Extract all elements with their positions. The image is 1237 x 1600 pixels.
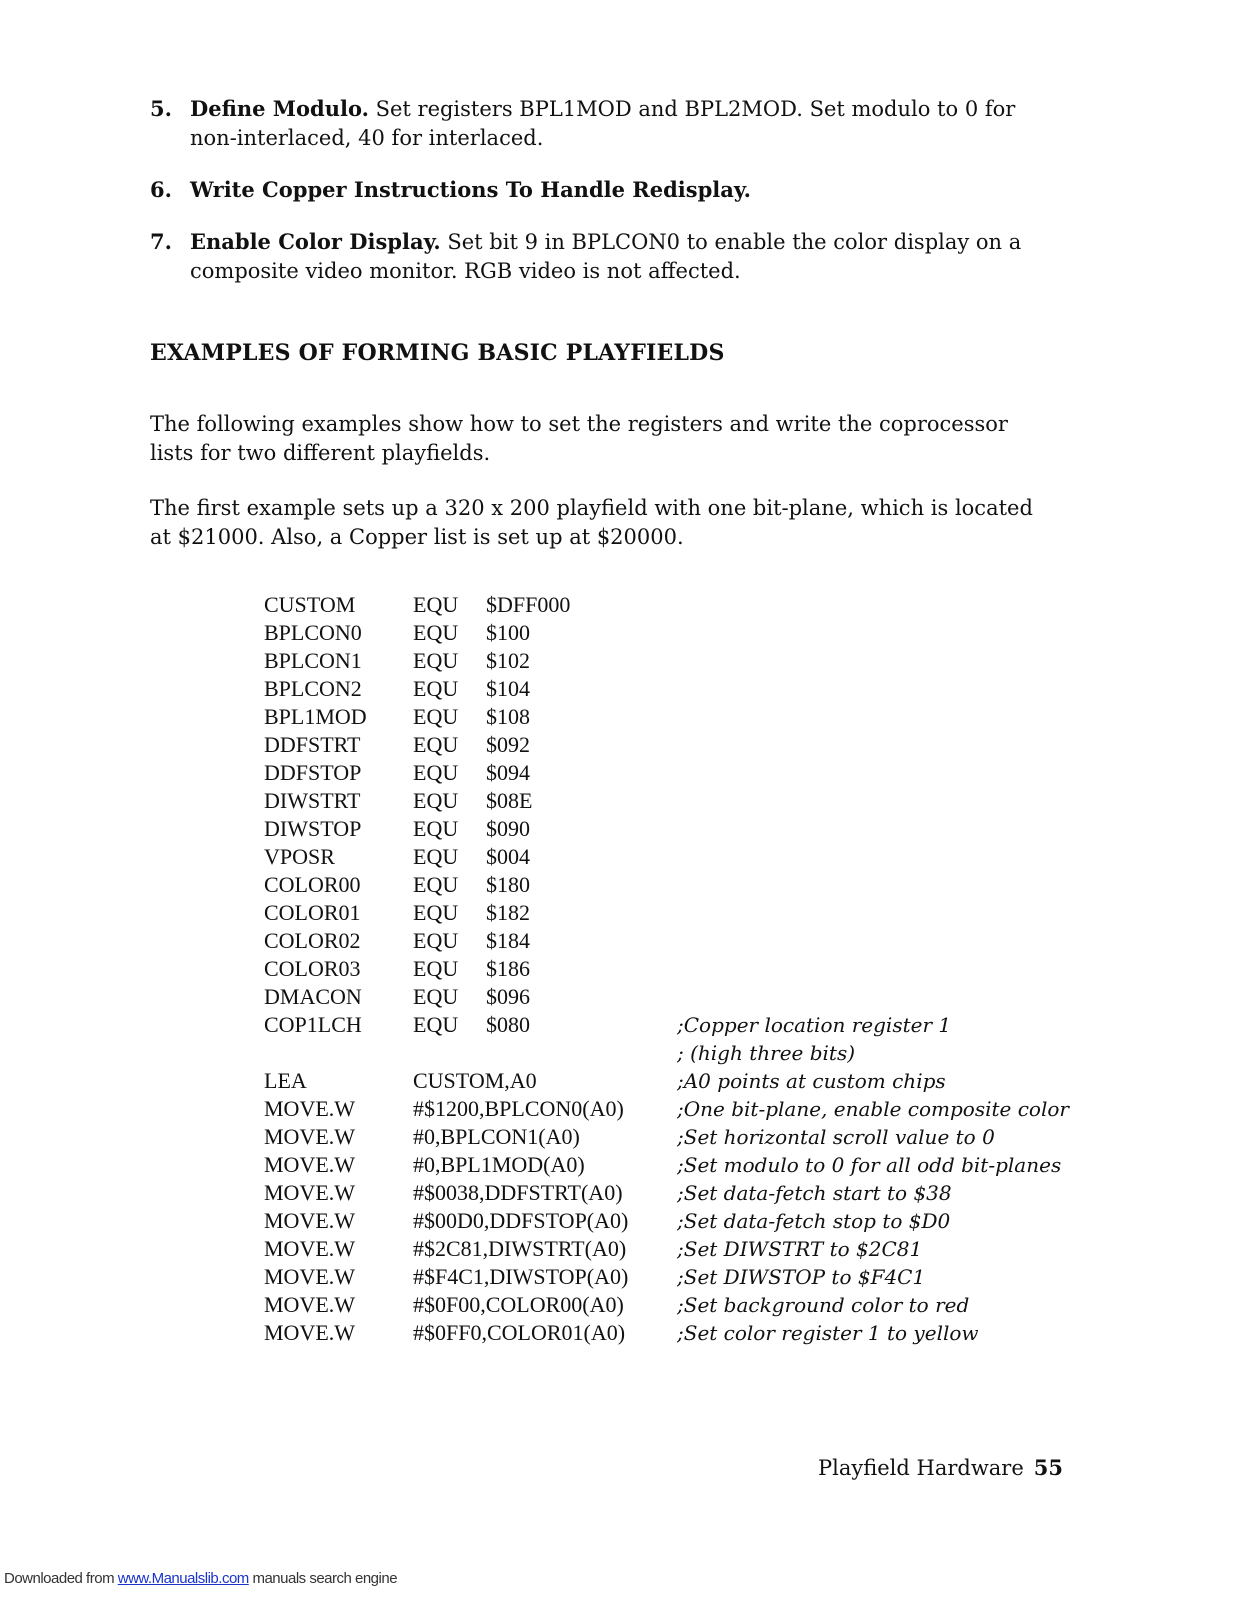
code-value: $096 [486,984,530,1009]
code-opcode: EQU [413,816,459,841]
code-value: $186 [486,956,530,981]
code-opcode: EQU [413,900,459,925]
code-mnemonic: MOVE.W [264,1208,356,1233]
section-heading: EXAMPLES OF FORMING BASIC PLAYFIELDS [150,340,725,366]
code-label: COLOR02 [264,928,361,953]
code-label: COLOR03 [264,956,361,981]
download-notice [4,1570,397,1587]
code-mnemonic: MOVE.W [264,1180,356,1205]
step-number: 6. [150,177,172,202]
code-mnemonic: MOVE.W [264,1236,356,1261]
download-suffix: manuals search engine [248,1570,398,1587]
code-opcode: EQU [413,956,459,981]
code-operand: #0,BPL1MOD(A0) [413,1152,585,1177]
code-comment: ;Set color register 1 to yellow [677,1321,979,1345]
code-opcode: EQU [413,648,459,673]
code-comment: ;A0 points at custom chips [677,1069,946,1093]
code-operand: #$0F00,COLOR00(A0) [413,1292,624,1317]
code-mnemonic: LEA [264,1068,307,1093]
step-item [150,227,1050,286]
code-opcode: EQU [413,732,459,757]
step-text: Set registers BPL1MOD and BPL2MOD. Set modulo to 0 for non-interlaced, 40 for interlaced. [190,97,1016,150]
code-comment: ;Copper location register 1 [677,1013,952,1037]
code-operand: #$0FF0,COLOR01(A0) [413,1320,626,1345]
code-opcode: EQU [413,592,459,617]
code-label: COP1LCH [264,1012,362,1037]
code-mnemonic: MOVE.W [264,1124,356,1149]
code-label: BPLCON1 [264,648,362,673]
code-label: DDFSTOP [264,760,362,785]
step-heading: Define Modulo. [190,96,369,121]
code-value: $DFF000 [486,592,571,617]
code-opcode: EQU [413,844,459,869]
code-value: $184 [486,928,530,953]
step-number: 5. [150,96,172,121]
code-label: DMACON [264,984,362,1009]
example-paragraph: The first example sets up a 320 x 200 playfield with one bit-plane, which is located at $21000. Also, a Copper list is set up at $20000. [150,496,1033,549]
manualslib-link[interactable]: www.Manualslib.com [117,1570,249,1587]
code-operand: #$0038,DDFSTRT(A0) [413,1180,623,1205]
step-number: 7. [150,229,172,254]
code-label: BPLCON0 [264,620,362,645]
code-value: $104 [486,676,530,701]
code-label: DIWSTRT [264,788,361,813]
code-value: $182 [486,900,530,925]
code-value: $094 [486,760,530,785]
code-mnemonic: MOVE.W [264,1264,356,1289]
code-opcode: EQU [413,704,459,729]
step-item [150,175,1050,205]
page-number: 55 [1033,1455,1064,1480]
code-mnemonic: MOVE.W [264,1096,356,1121]
code-opcode: EQU [413,872,459,897]
code-opcode: EQU [413,788,459,813]
code-value: $004 [486,844,530,869]
code-operand: CUSTOM,A0 [413,1068,537,1093]
code-label: COLOR01 [264,900,361,925]
code-mnemonic: MOVE.W [264,1320,356,1345]
code-label: CUSTOM [264,592,356,617]
code-label: DIWSTOP [264,816,362,841]
step-heading: Enable Color Display. [190,229,441,254]
code-comment: ;Set DIWSTOP to $F4C1 [677,1265,926,1289]
code-operand: #$00D0,DDFSTOP(A0) [413,1208,629,1233]
code-comment: ;Set data-fetch stop to $D0 [677,1209,951,1233]
code-comment: ;Set modulo to 0 for all odd bit-planes [677,1153,1062,1177]
code-operand: #$F4C1,DIWSTOP(A0) [413,1264,629,1289]
code-comment: ;Set DIWSTRT to $2C81 [677,1237,923,1261]
page-footer [818,1455,1063,1480]
code-value: $102 [486,648,530,673]
code-mnemonic: MOVE.W [264,1292,356,1317]
code-comment: ;Set horizontal scroll value to 0 [677,1125,995,1149]
intro-paragraph: The following examples show how to set the registers and write the coprocessor lists for two different playfields. [150,412,1008,465]
code-operand: #$2C81,DIWSTRT(A0) [413,1236,627,1261]
step-list [150,94,1050,308]
code-value: $100 [486,620,530,645]
code-opcode: EQU [413,676,459,701]
code-comment: ;One bit-plane, enable composite color [677,1097,1069,1121]
code-value: $08E [486,788,533,813]
code-comment: ;Set data-fetch start to $38 [677,1181,952,1205]
code-label: DDFSTRT [264,732,361,757]
code-value: $092 [486,732,530,757]
code-mnemonic: MOVE.W [264,1152,356,1177]
code-value: $090 [486,816,530,841]
step-text: Set bit 9 in BPLCON0 to enable the color display on a composite video monitor. RGB video is not affected. [190,230,1022,283]
code-comment: ; (high three bits) [677,1041,856,1065]
code-opcode: EQU [413,620,459,645]
code-value: $108 [486,704,530,729]
step-heading: Write Copper Instructions To Handle Redisplay. [190,177,751,202]
code-opcode: EQU [413,760,459,785]
code-opcode: EQU [413,928,459,953]
footer-title: Playfield Hardware [818,1456,1024,1480]
step-item [150,94,1050,153]
code-operand: #$1200,BPLCON0(A0) [413,1096,624,1121]
download-prefix: Downloaded from [4,1570,118,1587]
code-operand: #0,BPLCON1(A0) [413,1124,580,1149]
code-value: $080 [486,1012,530,1037]
code-opcode: EQU [413,984,459,1009]
code-opcode: EQU [413,1012,459,1037]
code-comment: ;Set background color to red [677,1293,970,1317]
code-value: $180 [486,872,530,897]
code-label: BPL1MOD [264,704,367,729]
code-label: COLOR00 [264,872,361,897]
code-label: VPOSR [264,844,335,869]
code-label: BPLCON2 [264,676,362,701]
